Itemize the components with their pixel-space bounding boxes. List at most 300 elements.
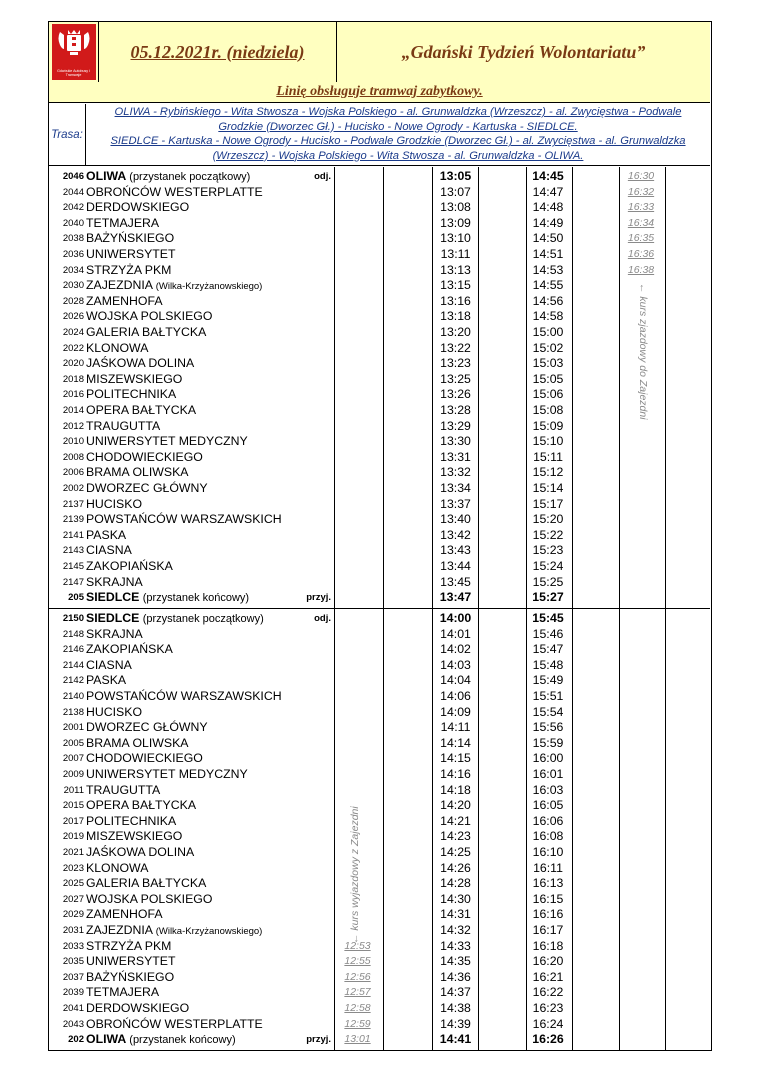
departure-time: 13:47: [439, 590, 472, 605]
logo-cell: [49, 22, 99, 82]
departure-time: 14:09: [440, 704, 471, 719]
table-row: [49, 247, 710, 263]
table-row: [49, 829, 710, 845]
stop-name-text: OLIWA: [86, 1032, 126, 1047]
departure-time: 13:25: [440, 371, 471, 386]
departure-time: 14:50: [532, 231, 564, 246]
table-row: [49, 611, 710, 627]
stop-name-text: TRAUGUTTA: [86, 418, 161, 433]
stop-name: [86, 372, 182, 388]
departure-time: 13:10: [440, 231, 471, 246]
departure-time: 14:01: [440, 626, 471, 641]
stop-name: [86, 658, 132, 674]
stop-name-text: OLIWA: [86, 169, 126, 183]
departure-time: 14:00: [439, 611, 472, 625]
depot-return-time: 16:32: [627, 185, 655, 198]
departure-time: 15:48: [532, 657, 564, 672]
table-row: [49, 845, 710, 861]
depot-return-time: 16:30: [627, 170, 655, 182]
stop-name-text: BRAMA OLIWSKA: [86, 735, 189, 750]
departure-time: 16:05: [532, 798, 564, 813]
departure-time: 15:51: [532, 689, 564, 703]
depot-departure-time: 13:01: [344, 1033, 371, 1046]
stop-code: 2026: [62, 311, 84, 323]
depot-departure-time: 12:59: [344, 1017, 371, 1030]
depot-departure-time: 12:58: [344, 1002, 371, 1014]
departure-time: 14:38: [440, 1001, 471, 1015]
stop-name: [86, 892, 212, 908]
timetable-section-oliwa-siedlce: [49, 167, 710, 609]
stop-name: [86, 559, 173, 575]
vintage-tram-notice: Linię obsługuje tramwaj zabytkowy.: [276, 84, 483, 99]
stop-code: 2018: [62, 373, 84, 385]
departure-time: 16:23: [532, 1001, 564, 1015]
stop-name: [86, 278, 262, 295]
stop-code: 2041: [62, 1003, 84, 1014]
departure-time: 15:03: [532, 356, 564, 371]
departure-time: 13:31: [440, 449, 471, 464]
table-row: [49, 169, 710, 185]
stop-code: 2022: [62, 342, 84, 354]
stop-name: [86, 1017, 263, 1033]
table-row: [49, 658, 710, 674]
table-row: [49, 528, 710, 544]
stop-name: [86, 419, 160, 435]
departure-time: 15:02: [532, 340, 564, 355]
departure-time: 16:21: [532, 969, 564, 984]
departure-time: 14:37: [440, 985, 471, 1000]
stop-name-text: STRZYŻA PKM: [86, 262, 172, 277]
gait-logo: [52, 24, 96, 80]
stop-name-text: OPERA BAŁTYCKA: [86, 403, 197, 417]
departure-time: 16:15: [532, 891, 564, 906]
stop-name-text: DERDOWSKIEGO: [86, 1001, 190, 1015]
event-title: „Gdański Tydzień Wolontariatu”: [401, 41, 646, 62]
departure-time: 15:25: [532, 574, 564, 589]
stop-code: 2138: [62, 706, 84, 718]
depot-departure-time: 12:55: [344, 955, 371, 968]
departure-time: 14:51: [532, 247, 564, 261]
stop-code: 2040: [62, 217, 84, 229]
stop-name-text: GALERIA BAŁTYCKA: [86, 325, 207, 339]
stop-name-text: DERDOWSKIEGO: [86, 200, 190, 215]
stop-code: 2044: [62, 186, 84, 198]
table-row: [49, 720, 710, 736]
table-row: [49, 309, 710, 325]
departure-time: 14:49: [532, 215, 564, 230]
stop-code: 2042: [62, 202, 84, 214]
table-row: [49, 497, 710, 513]
stop-name-text: SKRAJNA: [86, 626, 143, 641]
stop-code: 2015: [62, 800, 84, 812]
departure-time: 15:45: [532, 611, 564, 625]
stop-name-text: SIEDLCE: [86, 611, 140, 625]
stop-code: 2030: [62, 280, 84, 292]
stop-name-text: UNIWERSYTET: [86, 247, 176, 261]
title-cell: [337, 22, 710, 82]
departure-time: 16:16: [532, 907, 564, 922]
table-row: [49, 575, 710, 591]
stop-name-text: MISZEWSKIEGO: [86, 371, 183, 386]
departure-time: 15:49: [532, 673, 564, 688]
stop-code: 2031: [62, 925, 84, 936]
stop-name: [86, 325, 206, 341]
departure-time: 13:42: [440, 527, 471, 542]
depot-return-time: 16:38: [627, 263, 655, 276]
stop-code: 2021: [62, 847, 84, 858]
table-row: [49, 434, 710, 450]
stop-name: [86, 294, 163, 310]
stop-code: 2009: [62, 769, 84, 780]
timetable-section-siedlce-oliwa: [49, 609, 710, 1050]
stop-name: [86, 907, 163, 923]
departure-time: 14:28: [440, 876, 471, 891]
departure-time: 15:10: [532, 434, 564, 449]
stop-name: [86, 169, 250, 186]
departure-time: 15:06: [532, 387, 564, 402]
stop-name: [86, 543, 132, 559]
stop-name: [86, 751, 203, 767]
stop-name: [86, 627, 143, 643]
departure-time: 13:16: [440, 293, 471, 308]
table-row: [49, 559, 710, 575]
stop-name: [86, 309, 212, 325]
departure-time: 16:10: [532, 845, 564, 859]
table-row: [49, 231, 710, 247]
table-row: [49, 216, 710, 232]
departure-time: 16:08: [532, 829, 564, 844]
departure-time: 14:56: [532, 293, 564, 308]
stop-name-text: STRZYŻA PKM: [86, 938, 172, 953]
depot-departure-time: 12:57: [344, 986, 371, 999]
table-row: [49, 985, 710, 1001]
stop-code: 2020: [62, 358, 84, 370]
table-row: [49, 954, 710, 970]
stop-code: 2046: [62, 171, 84, 182]
depot-departure-note: ← kurs wyjazdowy z Zajezdni: [349, 806, 361, 944]
departure-time: 14:25: [440, 845, 471, 859]
stop-name: [86, 247, 176, 263]
stop-name-text: PASKA: [86, 673, 127, 688]
table-row: [49, 907, 710, 923]
stop-code: 2010: [62, 436, 84, 448]
table-row: [49, 450, 710, 466]
departure-time: 13:22: [440, 340, 471, 355]
stop-name-text: POWSTAŃCÓW WARSZAWSKICH: [86, 689, 282, 703]
stop-name: [86, 720, 208, 736]
departure-time: 15:47: [532, 642, 564, 657]
table-row: [49, 185, 710, 201]
table-row: [49, 814, 710, 830]
stop-name-text: ZAJEZDNIA: [86, 923, 153, 937]
stop-code: 2142: [62, 675, 84, 687]
stop-name-text: MISZEWSKIEGO: [86, 829, 183, 844]
departure-time: 13:13: [440, 262, 471, 277]
departure-time: 14:23: [440, 829, 471, 844]
departure-time: 14:48: [532, 200, 564, 215]
departure-time: 16:26: [532, 1032, 564, 1047]
stop-name: [86, 705, 142, 721]
departure-time: 16:00: [532, 751, 564, 766]
table-row: [49, 970, 710, 986]
stop-name-text: ZAJEZDNIA: [86, 278, 153, 293]
departure-time: 13:18: [440, 309, 471, 324]
stop-name-text: OBROŃCÓW WESTERPLATTE: [86, 1016, 263, 1031]
table-row: [49, 689, 710, 705]
departure-time: 13:08: [440, 200, 471, 215]
stop-name-text: TRAUGUTTA: [86, 782, 161, 797]
stop-name: [86, 1001, 189, 1017]
table-row: [49, 642, 710, 658]
departure-time: 14:18: [440, 782, 471, 797]
stop-name-text: CIASNA: [86, 657, 132, 672]
departure-time: 14:26: [440, 860, 471, 875]
stop-name: [86, 923, 262, 940]
departure-time: 16:22: [532, 985, 564, 1000]
stop-name-text: UNIWERSYTET MEDYCZNY: [86, 767, 248, 781]
departure-time: 13:29: [440, 418, 471, 433]
stop-code: 205: [68, 592, 84, 604]
departure-time: 15:12: [532, 465, 564, 480]
stop-code: 2140: [62, 691, 84, 702]
departure-time: 14:47: [532, 184, 564, 199]
table-row: [49, 387, 710, 403]
departure-time: 15:20: [532, 512, 564, 527]
table-row: [49, 543, 710, 559]
table-row: [49, 767, 710, 783]
departure-time: 13:37: [440, 496, 471, 511]
stop-name-text: ZAMENHOFA: [86, 907, 163, 922]
stop-name-text: TETMAJERA: [86, 985, 160, 1000]
departure-time: 16:17: [532, 923, 564, 937]
stop-code: 2147: [62, 576, 84, 588]
stop-name-text: BAŻYŃSKIEGO: [86, 969, 175, 984]
departure-time: 14:36: [440, 969, 471, 984]
route-line: OLIWA - Rybińskiego - Wita Stwosza - Wojska Polskiego - al. Grunwaldzka (Wrzeszcz) - al. Zwycięstwa - Podwale: [114, 106, 682, 118]
stop-name: [86, 783, 160, 799]
stop-code: 2148: [62, 628, 84, 640]
stop-code: 2002: [62, 483, 84, 494]
departure-time: 14:41: [439, 1032, 472, 1047]
stop-code: 2016: [62, 389, 84, 401]
stop-code: 2150: [62, 613, 84, 624]
departure-time: 14:21: [440, 813, 471, 828]
notice-row: [49, 82, 710, 103]
stop-code: 2144: [62, 659, 84, 671]
stop-name-text: UNIWERSYTET: [86, 954, 176, 969]
departure-time: 13:30: [440, 434, 471, 449]
depot-departure-time: 12:56: [344, 970, 371, 983]
depot-return-time: 16:34: [627, 216, 655, 229]
depot-return-note: ← kurs zjazdowy do Zajezdni: [637, 283, 649, 420]
stop-name-text: PASKA: [86, 527, 127, 542]
stop-code: 2019: [62, 831, 84, 843]
departure-time: 13:11: [440, 247, 471, 261]
departure-time: 15:17: [532, 496, 564, 511]
departure-time: 14:32: [440, 923, 471, 937]
departure-time: 15:11: [533, 449, 563, 464]
stop-code: 2017: [62, 815, 84, 827]
stop-name: [86, 970, 174, 986]
stop-name: [86, 403, 196, 419]
departure-time: 14:55: [532, 278, 564, 293]
stop-name-text: HUCISKO: [86, 704, 143, 719]
departure-time: 14:02: [440, 642, 471, 657]
departure-time: 13:15: [440, 278, 471, 293]
route-label: Trasa:: [49, 104, 86, 165]
date-cell: [99, 22, 337, 82]
table-row: [49, 892, 710, 908]
departure-time: 16:11: [533, 860, 563, 875]
table-row: [49, 1001, 710, 1017]
table-row: [49, 512, 710, 528]
stop-name: [86, 1032, 236, 1049]
table-row: [49, 751, 710, 767]
departure-time: 13:40: [440, 512, 471, 527]
logo-text: Gdańskie Autobusy i Tramwaje: [57, 68, 90, 77]
table-row: [49, 403, 710, 419]
departure-time: 14:58: [532, 309, 564, 324]
depot-return-time: 16:33: [627, 201, 655, 214]
stop-name-text: ZAKOPIAŃSKA: [86, 559, 173, 573]
stop-name-text: DWORZEC GŁÓWNY: [86, 481, 208, 495]
stop-name-text: CHODOWIECKIEGO: [86, 751, 203, 766]
stop-name: [86, 356, 194, 372]
stop-name-text: SIEDLCE: [86, 590, 140, 605]
departure-time: 15:59: [532, 735, 564, 750]
departure-time: 15:05: [532, 371, 564, 386]
departure-time: 14:39: [440, 1016, 471, 1031]
table-row: [49, 325, 710, 341]
stop-code: 2146: [62, 644, 84, 656]
stop-name: [86, 263, 171, 279]
stop-qualifier: (Wilka-Krzyżanowskiego): [155, 926, 263, 937]
stop-code: 2001: [62, 722, 84, 734]
table-row: [49, 627, 710, 643]
stop-code: 2037: [62, 971, 84, 983]
stop-name: [86, 216, 159, 232]
stop-name: [86, 341, 148, 357]
stop-name-text: GALERIA BAŁTYCKA: [86, 876, 207, 891]
table-row: [49, 419, 710, 435]
stop-name-text: KLONOWA: [86, 340, 149, 355]
table-row: [49, 278, 710, 294]
stop-name: [86, 481, 208, 497]
departure-time: 15:46: [532, 626, 564, 641]
stop-name-text: POLITECHNIKA: [86, 813, 177, 828]
stop-name: [86, 434, 248, 450]
header-row: [49, 22, 710, 83]
table-row: [49, 356, 710, 372]
stop-code: 2012: [62, 420, 84, 432]
stop-code: 2014: [62, 405, 84, 416]
stop-name: [86, 590, 249, 607]
stop-code: 2011: [63, 784, 84, 796]
departure-time: 13:44: [440, 559, 471, 573]
stop-name: [86, 985, 159, 1001]
stop-code: 2029: [62, 909, 84, 921]
departure-time: 14:53: [532, 262, 564, 277]
departure-time: 13:43: [440, 543, 471, 558]
stop-name: [86, 497, 142, 513]
departure-time: 15:08: [532, 403, 564, 417]
stop-name-text: DWORZEC GŁÓWNY: [86, 720, 208, 735]
departure-time: 14:04: [440, 673, 471, 688]
stop-name-text: WOJSKA POLSKIEGO: [86, 309, 213, 324]
stop-name: [86, 450, 203, 466]
departure-time: 14:45: [532, 169, 564, 183]
table-row: [49, 861, 710, 877]
departure-time: 15:54: [532, 704, 564, 719]
departure-time: 15:27: [532, 590, 564, 605]
stop-name-text: TETMAJERA: [86, 215, 160, 230]
departure-time: 15:00: [532, 325, 564, 339]
departure-time: 13:09: [440, 215, 471, 230]
coat-of-arms-icon: [52, 24, 96, 64]
departure-time: 14:30: [440, 891, 471, 906]
departure-time: 15:24: [532, 559, 564, 573]
stop-code: 2139: [62, 514, 84, 526]
stop-name: [86, 861, 148, 877]
stop-code: 2038: [62, 233, 84, 245]
arr-dep-marker: odj.: [314, 613, 331, 624]
departure-time: 14:03: [440, 657, 471, 672]
stop-name: [86, 528, 126, 544]
stop-code: 2141: [62, 529, 84, 541]
stop-name-text: UNIWERSYTET MEDYCZNY: [86, 434, 248, 449]
stop-name-text: CHODOWIECKIEGO: [86, 449, 203, 464]
departure-time: 14:35: [440, 954, 471, 969]
stop-name-text: POWSTAŃCÓW WARSZAWSKICH: [86, 512, 282, 527]
table-row: [49, 372, 710, 388]
stop-code: 2005: [62, 737, 84, 749]
stop-role: (przystanek początkowy): [142, 613, 264, 625]
stop-name-text: BRAMA OLIWSKA: [86, 465, 189, 480]
arr-dep-marker: przyj.: [306, 1034, 331, 1046]
departure-time: 13:26: [440, 387, 471, 402]
departure-time: 15:56: [532, 720, 564, 735]
stop-code: 2008: [62, 451, 84, 463]
stop-code: 202: [68, 1034, 84, 1046]
stop-name: [86, 736, 189, 752]
stop-code: 2027: [62, 893, 84, 905]
departure-time: 13:34: [440, 481, 471, 495]
stop-name-text: SKRAJNA: [86, 574, 143, 589]
stop-name: [86, 798, 196, 814]
stop-code: 2034: [62, 264, 84, 276]
stop-name-text: OBROŃCÓW WESTERPLATTE: [86, 184, 263, 199]
departure-time: 14:33: [440, 938, 471, 953]
stop-name: [86, 829, 182, 845]
departure-time: 15:14: [532, 481, 564, 495]
stop-name-text: KLONOWA: [86, 860, 149, 875]
stop-name: [86, 767, 248, 783]
stop-name: [86, 512, 282, 528]
stop-role: (przystanek początkowy): [129, 171, 251, 183]
departure-time: 13:28: [440, 403, 471, 417]
route-line: SIEDLCE - Kartuska - Nowe Ogrody - Hucisko - Podwale Grodzkie (Dworzec Gł.) - al. Zwycięstwa - al. Grunwaldzka: [110, 135, 686, 148]
stop-name: [86, 876, 206, 892]
stop-name-text: JAŚKOWA DOLINA: [86, 845, 195, 859]
stop-role: (przystanek końcowy): [142, 592, 250, 605]
route-row: [49, 104, 710, 166]
stop-code: 2023: [62, 862, 84, 874]
departure-time: 16:20: [532, 954, 564, 969]
table-row: [49, 1032, 710, 1048]
stop-name: [86, 954, 176, 970]
stop-code: 2006: [62, 467, 84, 479]
departure-time: 16:13: [532, 876, 564, 891]
